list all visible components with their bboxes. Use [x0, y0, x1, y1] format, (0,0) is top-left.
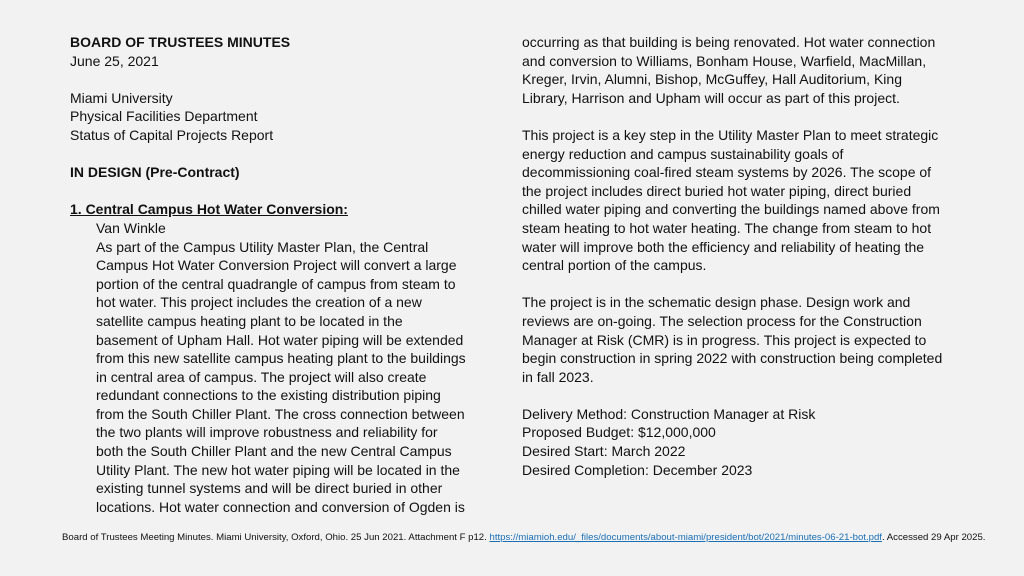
paragraph-line: begin construction in spring 2022 with construction being completed — [522, 350, 943, 367]
paragraph-line: This project is a key step in the Utility Master Plan to meet strategic — [522, 126, 939, 143]
paragraph-line: Campus Hot Water Conversion Project will convert a large — [96, 257, 457, 274]
paragraph-line: both the South Chiller Plant and the new Central Campus — [96, 443, 452, 460]
paragraph-line: in central area of campus. The project will also create — [96, 368, 427, 385]
citation-text: Board of Trustees Meeting Minutes. Miami University, Oxford, Ohio. 25 Jun 2021. Attachment F p12. — [62, 532, 490, 543]
delivery-method: Delivery Method: Construction Manager at Risk — [522, 405, 816, 422]
paragraph-line: chilled water piping and converting the buildings named above from — [522, 201, 940, 218]
citation-link[interactable]: https://miamioh.edu/_files/documents/about-miami/president/bot/2021/minutes-06-21-bot.pdf — [489, 532, 882, 543]
proposed-budget: Proposed Budget: $12,000,000 — [522, 424, 716, 441]
desired-start: Desired Start: March 2022 — [522, 443, 686, 460]
project-description-left — [70, 238, 510, 517]
right-column — [522, 33, 1002, 479]
project-heading: 1. Central Campus Hot Water Conversion: — [70, 201, 348, 218]
paragraph-line: satellite campus heating plant to be located in the — [96, 312, 403, 329]
left-column — [70, 33, 510, 516]
spacer — [70, 70, 510, 89]
paragraph-line: locations. Hot water connection and conversion of Ogden is — [96, 498, 465, 515]
paragraph-line: central portion of the campus. — [522, 257, 707, 274]
org-line-department: Physical Facilities Department — [70, 108, 258, 125]
paragraph-line: reviews are on-going. The selection process for the Construction — [522, 312, 922, 329]
org-line-university: Miami University — [70, 89, 173, 106]
citation-accessed: . Accessed 29 Apr 2025. — [881, 532, 986, 543]
project-details — [522, 405, 1002, 479]
project-lead: Van Winkle — [96, 219, 166, 236]
paragraph-line: in fall 2023. — [522, 368, 594, 385]
paragraph-line: The project is in the schematic design phase. Design work and — [522, 294, 911, 311]
paragraph-line: Library, Harrison and Upham will occur as part of this project. — [522, 89, 900, 106]
paragraph-line: energy reduction and campus sustainability goals of — [522, 145, 844, 162]
paragraph-line: Utility Plant. The new hot water piping will be located in the — [96, 461, 460, 478]
paragraph-line: the two plants will improve robustness and reliability for — [96, 424, 438, 441]
citation-footnote — [62, 531, 992, 544]
section-heading: IN DESIGN (Pre-Contract) — [70, 164, 240, 181]
paragraph-line: decommissioning coal-fired steam systems by 2026. The scope of — [522, 164, 932, 181]
paragraph-line: from this new satellite campus heating plant to the buildings — [96, 350, 466, 367]
spacer — [522, 386, 1002, 405]
paragraph-line: steam heating to hot water heating. The change from steam to hot — [522, 219, 932, 236]
paragraph-line: existing tunnel systems and will be direct buried in other — [96, 480, 443, 497]
spacer — [70, 145, 510, 164]
document-title: BOARD OF TRUSTEES MINUTES — [70, 34, 291, 50]
project-status-paragraph — [522, 293, 1002, 386]
paragraph-line: basement of Upham Hall. Hot water piping will be extended — [96, 331, 464, 348]
paragraph-line: As part of the Campus Utility Master Plan, the Central — [96, 238, 429, 255]
spacer — [522, 275, 1002, 294]
paragraph-line: Manager at Risk (CMR) is in progress. This project is expected to — [522, 331, 927, 348]
paragraph-line: portion of the central quadrangle of campus from steam to — [96, 275, 456, 292]
paragraph-line: the project includes direct buried hot water piping, direct buried — [522, 182, 912, 199]
spacer — [70, 182, 510, 201]
project-description-continued — [522, 33, 1002, 107]
paragraph-line: redundant connections to the existing distribution piping — [96, 387, 441, 404]
spacer — [522, 107, 1002, 126]
paragraph-line: and conversion to Williams, Bonham House, Warfield, MacMillan, — [522, 52, 927, 69]
paragraph-line: water will improve both the efficiency and reliability of heating the — [522, 238, 925, 255]
paragraph-line: hot water. This project includes the creation of a new — [96, 294, 422, 311]
desired-completion: Desired Completion: December 2023 — [522, 461, 753, 478]
document-date: June 25, 2021 — [70, 52, 159, 69]
paragraph-line: occurring as that building is being renovated. Hot water connection — [522, 34, 936, 50]
project-goals-paragraph — [522, 126, 1002, 275]
paragraph-line: from the South Chiller Plant. The cross connection between — [96, 405, 465, 422]
org-line-report: Status of Capital Projects Report — [70, 126, 274, 143]
paragraph-line: Kreger, Irvin, Alumni, Bishop, McGuffey, Hall Auditorium, King — [522, 71, 902, 88]
